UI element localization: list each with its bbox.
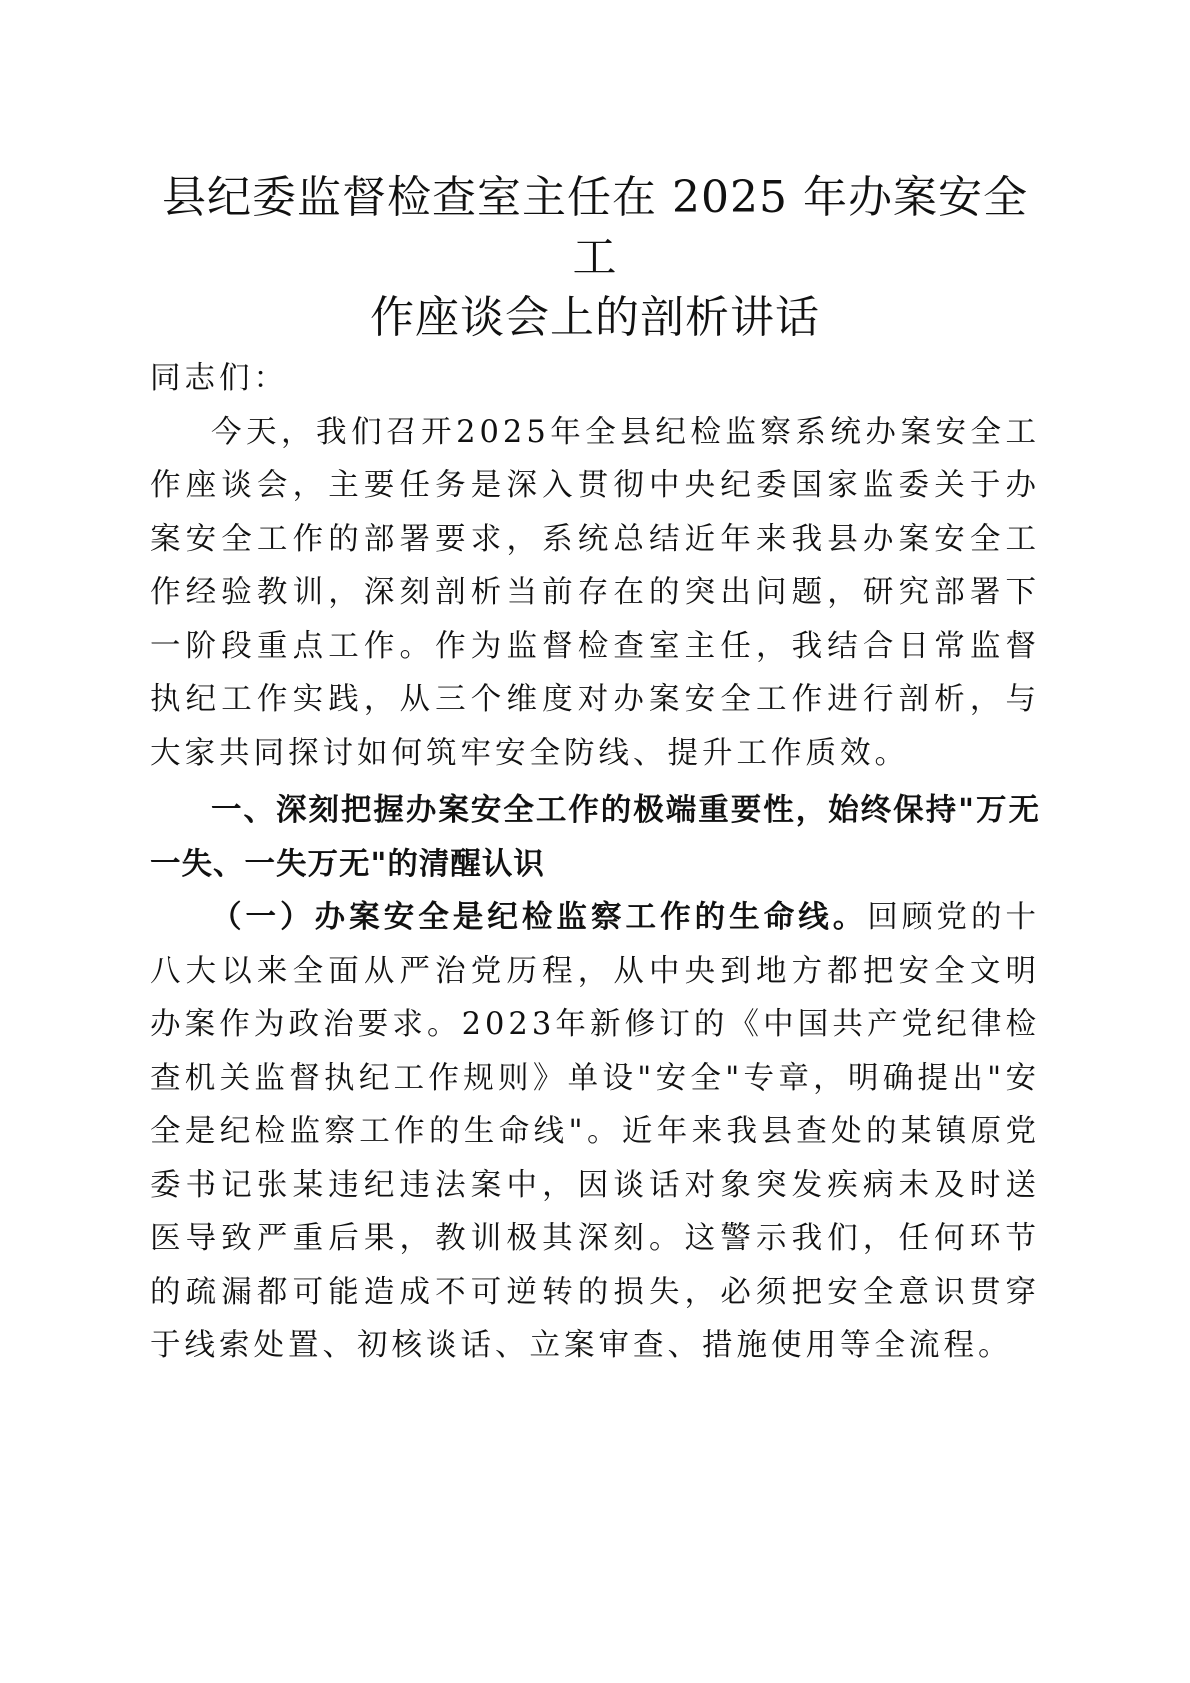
title-line-1: 县纪委监督检查室主任在 2025 年办案安全工 bbox=[162, 172, 1028, 283]
subsection-paragraph-1 bbox=[150, 891, 1040, 1373]
document-title bbox=[145, 168, 1045, 348]
subsection-lead: （一）办案安全是纪检监察工作的生命线。 bbox=[211, 899, 868, 935]
greeting: 同志们： bbox=[150, 361, 288, 396]
section-heading-1: 一、深刻把握办案安全工作的极端重要性，始终保持"万无一失、一失万无"的清醒认识 bbox=[150, 793, 1040, 882]
subsection-body: 回顾党的十八大以来全面从严治党历程，从中央到地方都把安全文明办案作为政治要求。2023年新修订的《中国共产党纪律检查机关监督执纪工作规则》单设"安全"专章，明确提出"安全是纪检监察工作的生命线"。近年来我县查处的某镇原党委书记张某违纪违法案中，因谈话对象突发疾病未及时送医导致严重后果，教训极其深刻。这警示我们，任何环节的疏漏都可能造成不可逆转的损失，必须把安全意识贯穿于线索处置、初核谈话、立案审查、措施使用等全流程。 bbox=[150, 900, 1041, 1363]
intro-paragraph: 今天，我们召开2025年全县纪检监察系统办案安全工作座谈会，主要任务是深入贯彻中央纪委国家监委关于办案安全工作的部署要求，系统总结近年来我县办案安全工作经验教训，深刻剖析当前存在的突出问题，研究部署下一阶段重点工作。作为监督检查室主任，我结合日常监督执纪工作实践，从三个维度对办案安全工作进行剖析，与大家共同探讨如何筑牢安全防线、提升工作质效。 bbox=[150, 414, 1040, 771]
title-line-2: 作座谈会上的剖析讲话 bbox=[370, 292, 820, 343]
document-body bbox=[150, 352, 1040, 1373]
